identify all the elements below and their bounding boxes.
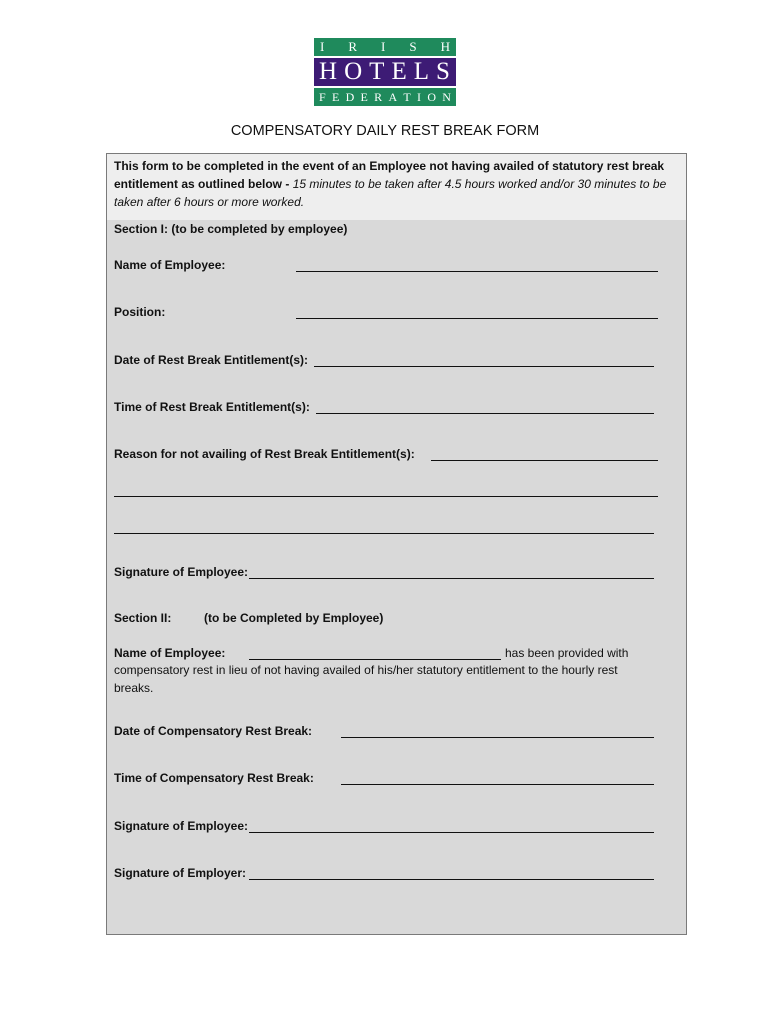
comp-date-label: Date of Compensatory Rest Break: (114, 724, 313, 738)
logo-middle-band (314, 58, 456, 86)
logo-letter: R (348, 39, 358, 54)
intro-bold: This form to be completed in the event of an Employee not having availed of statutory rest break entitlement as outlined below - (114, 159, 665, 191)
logo-bottom-band (314, 88, 456, 106)
logo-letter: H (319, 58, 339, 85)
logo-letter: I (320, 39, 325, 54)
logo-letter: H (440, 39, 450, 54)
logo-letter: I (417, 89, 422, 104)
position-field[interactable] (296, 318, 658, 319)
name-label: Name of Employee: (114, 258, 226, 272)
logo-letter: T (369, 58, 386, 85)
logo-letter: E (331, 89, 340, 104)
logo-letter: R (374, 89, 383, 104)
reason-field[interactable] (431, 460, 658, 461)
reason-field-line-2[interactable] (114, 496, 658, 497)
page-title: COMPENSATORY DAILY REST BREAK FORM (230, 123, 540, 139)
section2-name-label: Name of Employee: (114, 646, 226, 660)
section1-heading: Section I: (to be completed by employee) (114, 222, 348, 236)
section2-employee-name-field[interactable] (249, 659, 501, 660)
logo-text (319, 58, 451, 86)
time-label: Time of Rest Break Entitlement(s): (114, 400, 310, 414)
rest-break-time-field[interactable] (316, 413, 654, 414)
signature-employee-label: Signature of Employee: (114, 565, 249, 579)
comp-time-label: Time of Compensatory Rest Break: (114, 771, 314, 785)
employee-signature-field[interactable] (249, 578, 654, 579)
compensatory-date-field[interactable] (341, 737, 654, 738)
logo-letter: F (319, 89, 326, 104)
intro-panel (107, 154, 686, 220)
employer-signature-field[interactable] (249, 879, 654, 880)
logo-letter: E (360, 89, 368, 104)
logo-letter: N (442, 89, 451, 104)
section2-employee-signature-field[interactable] (249, 832, 654, 833)
compensatory-time-field[interactable] (341, 784, 654, 785)
logo-letter: L (413, 58, 431, 85)
logo-letter: O (427, 89, 436, 104)
logo-letter: D (345, 89, 355, 104)
rest-break-date-field[interactable] (314, 366, 654, 367)
intro-italic: 15 minutes to be taken after 4.5 hours worked and/or 30 minutes to be taken after 6 hours or more worked. (114, 177, 667, 209)
employee-name-field[interactable] (296, 271, 658, 272)
statement-text: compensatory rest in lieu of not having availed of his/her statutory entitlement to the hourly rest breaks. (114, 663, 618, 695)
reason-label: Reason for not availing of Rest Break Entitlement(s): (114, 447, 415, 461)
logo-letter: S (436, 58, 451, 85)
section2-heading: Section II: (114, 611, 172, 625)
form-box (106, 153, 687, 935)
section2-subheading: (to be Completed by Employee) (204, 611, 384, 625)
logo-letter: S (409, 39, 417, 54)
date-label: Date of Rest Break Entitlement(s): (114, 353, 309, 367)
section2-employee-signature-label: Signature of Employee: (114, 819, 249, 833)
logo-letter: E (391, 58, 408, 85)
logo-letter: T (403, 89, 411, 104)
reason-field-line-3[interactable] (114, 533, 654, 534)
logo-letter: O (344, 58, 364, 85)
intro-text (114, 157, 674, 211)
employer-signature-label: Signature of Employer: (114, 866, 247, 880)
logo-letter: A (388, 89, 398, 104)
logo-top-band (314, 38, 456, 56)
irish-hotels-federation-logo (314, 38, 456, 106)
position-label: Position: (114, 305, 166, 319)
logo-letter: I (381, 39, 386, 54)
name-suffix: has been provided with (505, 646, 629, 660)
